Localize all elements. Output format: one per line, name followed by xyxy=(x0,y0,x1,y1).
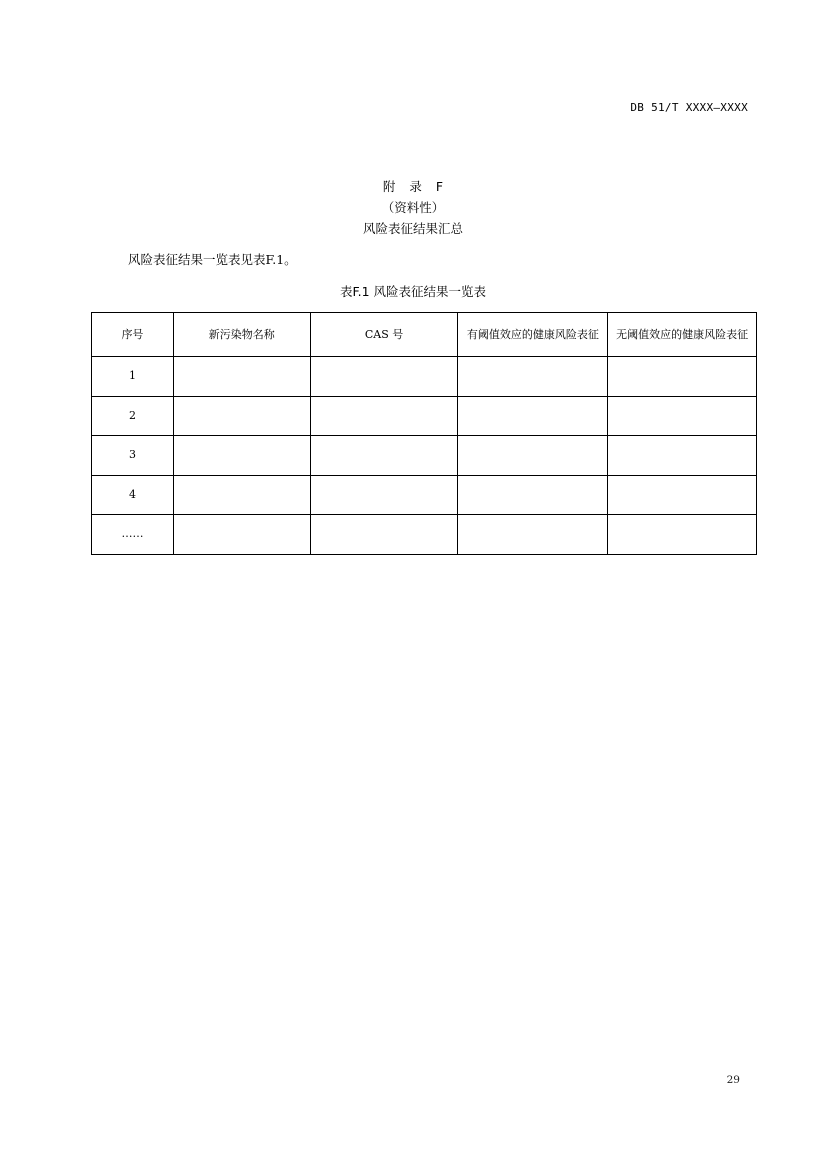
table-cell xyxy=(608,357,757,397)
page-number: 29 xyxy=(726,1074,740,1086)
table-row xyxy=(92,396,757,436)
table-cell xyxy=(310,357,458,397)
column-header-cas-number: CAS 号 xyxy=(310,313,458,357)
table-row xyxy=(92,436,757,476)
table-cell xyxy=(458,515,608,555)
table-cell xyxy=(173,396,310,436)
table-row xyxy=(92,357,757,397)
table-cell xyxy=(458,357,608,397)
appendix-title: 风险表征结果汇总 xyxy=(362,221,463,236)
table-cell xyxy=(608,475,757,515)
table-cell xyxy=(458,396,608,436)
table-cell xyxy=(608,436,757,476)
appendix-type: （资料性） xyxy=(381,200,445,215)
table-cell xyxy=(458,475,608,515)
table-cell xyxy=(310,475,458,515)
standard-code: DB 51/T XXXX—XXXX xyxy=(630,101,748,114)
table-cell xyxy=(608,515,757,555)
table-cell xyxy=(173,436,310,476)
table-cell xyxy=(173,515,310,555)
table-cell xyxy=(310,515,458,555)
table-cell xyxy=(608,396,757,436)
table-cell xyxy=(310,396,458,436)
table-cell xyxy=(310,436,458,476)
table-cell: 2 xyxy=(92,396,174,436)
column-header-index: 序号 xyxy=(92,313,174,357)
table-cell xyxy=(173,357,310,397)
appendix-label: 附 录 F xyxy=(382,179,444,194)
table-header-row xyxy=(92,313,757,357)
intro-paragraph: 风险表征结果一览表见表F.1。 xyxy=(128,252,297,267)
table-row xyxy=(92,475,757,515)
table-row xyxy=(92,515,757,555)
table-caption: 表F.1 风险表征结果一览表 xyxy=(339,284,487,299)
table-cell: …… xyxy=(92,515,174,555)
table-cell xyxy=(458,436,608,476)
table-cell: 4 xyxy=(92,475,174,515)
column-header-nonthreshold-risk: 无阈值效应的健康风险表征 xyxy=(608,313,757,357)
appendix-heading xyxy=(0,176,826,239)
risk-characterization-table xyxy=(91,312,757,555)
table-cell xyxy=(173,475,310,515)
table-cell: 3 xyxy=(92,436,174,476)
column-header-threshold-risk: 有阈值效应的健康风险表征 xyxy=(458,313,608,357)
column-header-pollutant-name: 新污染物名称 xyxy=(173,313,310,357)
table-cell: 1 xyxy=(92,357,174,397)
